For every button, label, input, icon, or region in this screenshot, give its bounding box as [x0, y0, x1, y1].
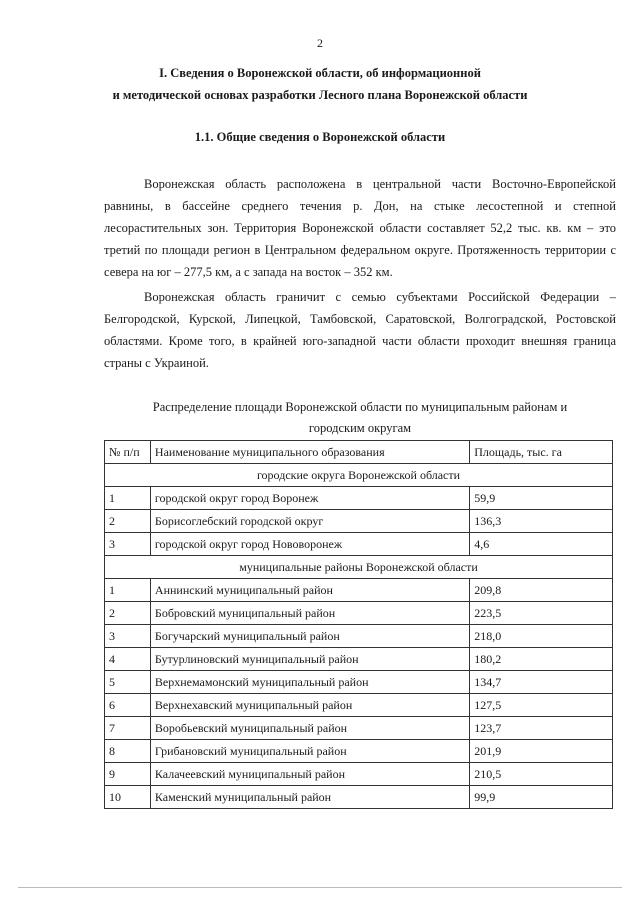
row-number: 8	[105, 740, 151, 763]
row-name: Каменский муниципальный район	[150, 786, 469, 809]
row-name: Бобровский муниципальный район	[150, 602, 469, 625]
group-row-municipal-districts	[105, 556, 613, 579]
row-area: 99,9	[470, 786, 613, 809]
row-number: 4	[105, 648, 151, 671]
table-caption-line-1: Распределение площади Воронежской области по муниципальным районам и	[152, 400, 568, 414]
table-row	[105, 533, 613, 556]
row-name: Верхнехавский муниципальный район	[150, 694, 469, 717]
table-row	[105, 763, 613, 786]
header-name: Наименование муниципального образования	[150, 441, 469, 464]
page-bottom-divider	[18, 887, 622, 888]
row-area: 210,5	[470, 763, 613, 786]
row-number: 2	[105, 510, 151, 533]
table-row	[105, 740, 613, 763]
table-header-row	[105, 441, 613, 464]
table-row	[105, 648, 613, 671]
table-row	[105, 717, 613, 740]
row-name: Верхнемамонский муниципальный район	[150, 671, 469, 694]
row-name: городской округ город Воронеж	[150, 487, 469, 510]
row-area: 127,5	[470, 694, 613, 717]
row-area: 218,0	[470, 625, 613, 648]
table-row	[105, 786, 613, 809]
row-name: Бутурлиновский муниципальный район	[150, 648, 469, 671]
row-area: 59,9	[470, 487, 613, 510]
table-caption-line-2: городским округам	[308, 421, 412, 435]
group-label: муниципальные районы Воронежской области	[105, 556, 613, 579]
row-number: 5	[105, 671, 151, 694]
row-number: 3	[105, 533, 151, 556]
row-number: 9	[105, 763, 151, 786]
row-name: Воробьевский муниципальный район	[150, 717, 469, 740]
table-row	[105, 487, 613, 510]
row-area: 123,7	[470, 717, 613, 740]
table-row	[105, 625, 613, 648]
header-area: Площадь, тыс. га	[470, 441, 613, 464]
row-area: 180,2	[470, 648, 613, 671]
table-row	[105, 579, 613, 602]
header-number: № п/п	[105, 441, 151, 464]
row-name: Борисоглебский городской округ	[150, 510, 469, 533]
table-row	[105, 671, 613, 694]
paragraph-borders: Воронежская область граничит с семью субъектами Российской Федерации – Белгородской, Курской, Липецкой, Тамбовской, Саратовской, Волгоградской, Ростовской областями. Кроме того, в крайней юго-западной части области проходит внешняя граница страны с Украиной.	[104, 290, 616, 370]
group-label: городские округа Воронежской области	[105, 464, 613, 487]
row-name: городской округ город Нововоронеж	[150, 533, 469, 556]
group-row-urban-districts	[105, 464, 613, 487]
row-area: 209,8	[470, 579, 613, 602]
row-area: 4,6	[470, 533, 613, 556]
table-row	[105, 602, 613, 625]
row-area: 223,5	[470, 602, 613, 625]
row-number: 7	[105, 717, 151, 740]
row-area: 134,7	[470, 671, 613, 694]
row-number: 10	[105, 786, 151, 809]
section-title: 1.1. Общие сведения о Воронежской области	[194, 130, 446, 144]
table-row	[105, 510, 613, 533]
page-number: 2	[317, 36, 323, 50]
row-name: Калачеевский муниципальный район	[150, 763, 469, 786]
row-number: 6	[105, 694, 151, 717]
row-name: Грибановский муниципальный район	[150, 740, 469, 763]
row-number: 1	[105, 579, 151, 602]
table-row	[105, 694, 613, 717]
row-name: Богучарский муниципальный район	[150, 625, 469, 648]
row-name: Аннинский муниципальный район	[150, 579, 469, 602]
row-number: 2	[105, 602, 151, 625]
chapter-title-line-2: и методической основах разработки Лесного плана Воронежской области	[112, 88, 528, 102]
row-number: 3	[105, 625, 151, 648]
row-area: 201,9	[470, 740, 613, 763]
row-area: 136,3	[470, 510, 613, 533]
chapter-title-line-1: I. Сведения о Воронежской области, об информационной	[159, 66, 481, 80]
area-distribution-table	[104, 440, 613, 809]
row-number: 1	[105, 487, 151, 510]
paragraph-location: Воронежская область расположена в центральной части Восточно-Европейской равнины, в бассейне среднего течения р. Дон, на стыке лесостепной и степной лесорастительных зон. Территория Воронежской области составляет 52,2 тыс. кв. км – это третий по площади регион в Центральном федеральном округе. Протяженность территории с севера на юг – 277,5 км, а с запада на восток – 352 км.	[104, 177, 616, 279]
